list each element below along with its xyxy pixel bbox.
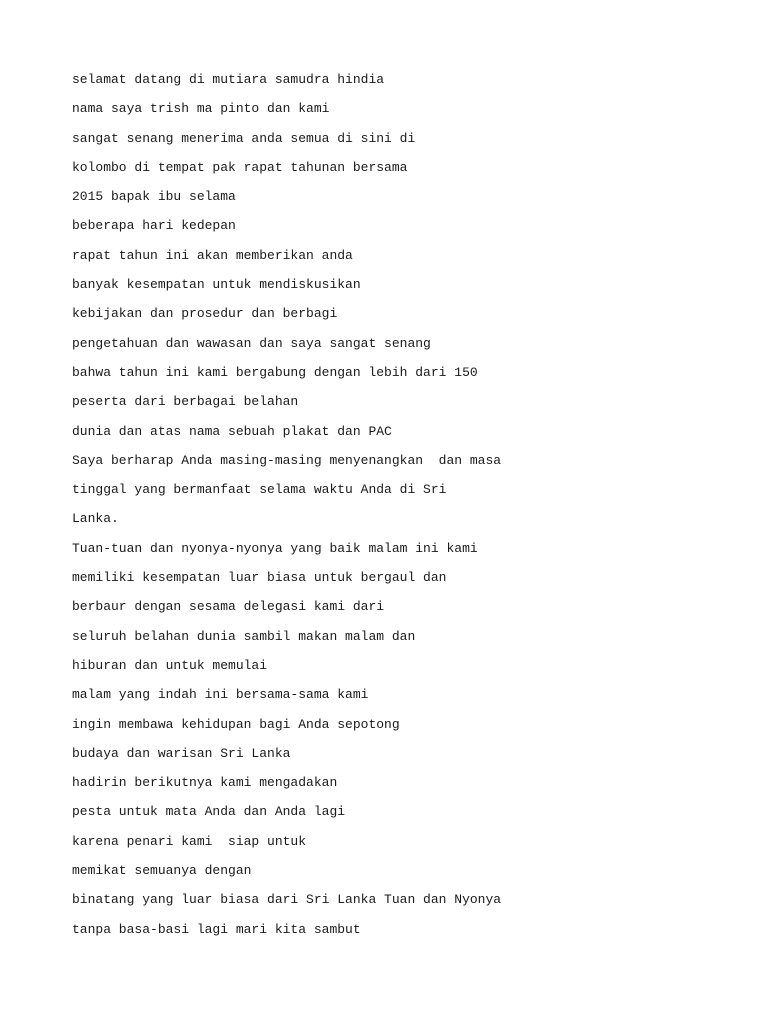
text-line: nama saya trish ma pinto dan kami [72, 101, 330, 117]
text-line: pesta untuk mata Anda dan Anda lagi [72, 804, 346, 820]
text-line: selamat datang di mutiara samudra hindia [72, 72, 385, 87]
text-line: Lanka. [72, 511, 119, 527]
text-line: hadirin berikutnya kami mengadakan [72, 775, 338, 791]
text-line: karena penari kami siap untuk [72, 833, 307, 849]
document-body [72, 70, 732, 949]
text-line: sangat senang menerima anda semua di sini di [72, 130, 416, 146]
text-line: dunia dan atas nama sebuah plakat dan PAC [72, 423, 392, 439]
text-line: peserta dari berbagai belahan [72, 394, 299, 410]
text-line: tanpa basa-basi lagi mari kita sambut [72, 921, 361, 937]
text-line: memikat semuanya dengan [72, 863, 252, 879]
text-line: binatang yang luar biasa dari Sri Lanka Tuan dan Nyonya [72, 892, 502, 908]
text-line: seluruh belahan dunia sambil makan malam dan [72, 628, 416, 644]
text-line: budaya dan warisan Sri Lanka [72, 745, 291, 761]
text-line: rapat tahun ini akan memberikan anda [72, 247, 353, 263]
text-line: pengetahuan dan wawasan dan saya sangat senang [72, 335, 431, 351]
text-line: kolombo di tempat pak rapat tahunan bersama [72, 159, 408, 175]
text-line: tinggal yang bermanfaat selama waktu Anda di Sri [72, 482, 447, 498]
text-line: Tuan-tuan dan nyonya-nyonya yang baik malam ini kami [72, 540, 478, 556]
text-line: 2015 bapak ibu selama [72, 189, 236, 205]
text-line: ingin membawa kehidupan bagi Anda sepotong [72, 716, 400, 732]
text-line: beberapa hari kedepan [72, 218, 236, 234]
text-line: malam yang indah ini bersama-sama kami [72, 687, 369, 703]
text-line: hiburan dan untuk memulai [72, 657, 268, 673]
text-line: banyak kesempatan untuk mendiskusikan [72, 277, 361, 293]
text-line: berbaur dengan sesama delegasi kami dari [72, 599, 385, 615]
text-line: memiliki kesempatan luar biasa untuk bergaul dan [72, 570, 447, 586]
text-line: kebijakan dan prosedur dan berbagi [72, 306, 338, 322]
text-line: bahwa tahun ini kami bergabung dengan lebih dari 150 [72, 364, 478, 380]
text-line: Saya berharap Anda masing-masing menyenangkan dan masa [72, 452, 502, 468]
